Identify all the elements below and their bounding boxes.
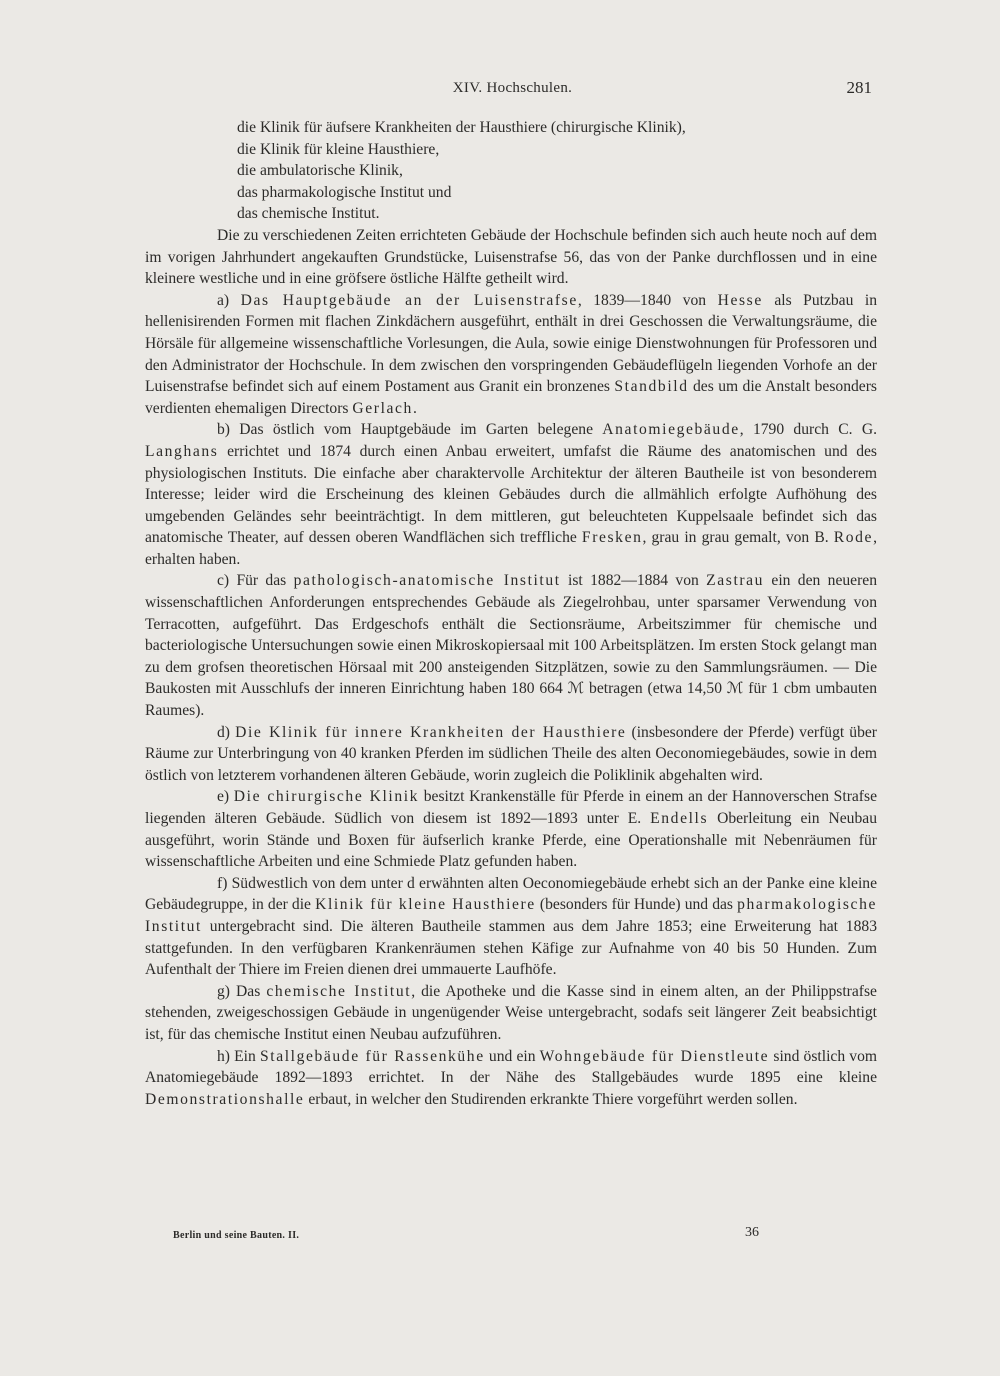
spaced-emphasis: Das Hauptgebäude an der Luisenstrafse: [240, 291, 578, 309]
text-run: (besonders für Hunde) und das: [535, 896, 738, 914]
spaced-emphasis: Klinik für kleine Hausthiere: [315, 896, 536, 914]
paragraph: [145, 419, 877, 570]
text-run: c) Für das: [217, 572, 294, 590]
text-run: b) Das östlich vom Hauptgebäude im Garten belegene: [217, 421, 603, 439]
spaced-emphasis: Langhans: [145, 442, 219, 460]
text-run: ist 1882—1884 von: [560, 572, 707, 590]
text-run: errichtet und 1874 durch einen Anbau erweitert, umfafst die Räume des anatomischen und des physiologischen Instituts. Die einfache aber charaktervolle Architektur der älteren Bautheile ist von besonderem Interesse; leider wird die Erscheinung des kleinen Gebäudes durch die allmählich erfolgte Aufhöhung des umgebenden Geländes sehr beeinträchtigt. In dem mittleren, gut beleuchteten Kuppelsaale befindet sich das anatomische Theater, auf dessen oberen Wandflächen sich treffliche: [145, 442, 877, 547]
text-run: untergebracht sind. Die älteren Bautheile stammen aus dem Jahre 1853; eine Erweiterung hat 1883 stattgefunden. In den verfügbaren Krankenräumen stehen Käfige zur Aufnahme von 40 bis 50 Hunden. Zum Aufenthalt der Thiere im Freien dienen drei ummauerte Laufhöfe.: [145, 917, 877, 979]
page-number: 281: [846, 78, 872, 97]
text-run: e): [217, 788, 234, 806]
spaced-emphasis: pharmakologische Institut: [145, 896, 877, 935]
spaced-emphasis: Gerlach: [352, 399, 413, 417]
text-run: Oberleitung ein Neubau ausgeführt, worin Stände und Boxen für äufserlich kranke Pferde, eine Operationshalle mit Nebenräumen für wissenschaftliche Arbeiten und eine Schmiede Platz gefunden haben.: [145, 810, 877, 871]
text-run: als Putzbau in hellenisirenden Formen mit flachen Zinkdächern ausgeführt, enthält in drei Geschossen die Verwaltungsräume, die Hörsäle für allgemeine wissenschaftliche Vorlesungen, die Aula, sowie einige Dienstwohnungen für Professoren und den Administrator der Hochschule. In dem zwischen den vorspringenden Gebäudeflügeln liegenden Vorhofe an der Luisenstrafse befindet sich auf einem Postament aus Granit ein bronzenes: [145, 291, 878, 396]
spaced-emphasis: Fresken: [581, 529, 643, 547]
spaced-emphasis: Endells: [650, 810, 709, 827]
paragraph: [145, 225, 877, 290]
text-run: Die zu verschiedenen Zeiten errichteten Gebäude der Hochschule befinden sich auch heute noch auf dem im vorigen Jahrhundert angekauften Grundstücke, Luisenstrafse 56, das von der Panke durchflossen und in eine kleinere westliche und in eine gröfsere östliche Hälfte getheilt wird.: [145, 226, 877, 288]
text-run: , die Apotheke und die Kasse sind in einem alten, an der Philippstrafse stehenden, zweigeschossigen Gebäude in ungenügender Weise untergebracht, sodafs seit längerer Zeit beabsichtigt ist, für das chemische Institut einen Neubau aufzuführen.: [145, 982, 877, 1043]
text-run: g) Das: [217, 982, 267, 1000]
spaced-emphasis: chemische Institut: [266, 982, 412, 1000]
text-run: und ein: [484, 1047, 540, 1065]
text-run: , 1790 durch C. G.: [739, 421, 877, 439]
footer-book-title: Berlin und seine Bauten. II.: [173, 1230, 300, 1241]
text-run: .: [412, 399, 417, 417]
spaced-emphasis: Standbild: [614, 378, 689, 396]
spaced-emphasis: Anatomiegebäude: [602, 421, 740, 439]
institution-list: [237, 117, 877, 225]
text-run: , erhalten haben.: [145, 529, 877, 568]
spaced-emphasis: Zastrau: [706, 572, 765, 590]
running-title: XIV. Hochschulen.: [452, 80, 573, 96]
text-run: ein den neueren wissenschaftlichen Anforderungen entsprechendes Gebäude als Ziegelrohbau, unter sparsamer Verwendung von Terracotten, aufgeführt. Das Erdgeschofs enthält die Sectionsräume, Arbeitszimmer für chemische und bacteriologische Untersuchungen sowie einen Mikroskopiersaal mit 100 Arbeitsplätzen. Im ersten Stock gelangt man zu dem grofsen theoretischen Hörsaal mit 200 ansteigenden Sitzplätzen, sowie zu den Sammlungsräumen. — Die Baukosten mit Ausschlufs der inneren Einrichtung haben 180 664 ℳ betragen (etwa 14,50 ℳ für 1 cbm umbauten Raumes).: [145, 572, 877, 720]
paragraph: [145, 1046, 877, 1111]
signature-mark: 36: [745, 1225, 759, 1240]
list-item: die ambulatorische Klinik,: [237, 162, 403, 180]
text-run: , 1839—1840 von: [577, 291, 718, 309]
spaced-emphasis: Die chirurgische Klinik: [233, 788, 420, 806]
list-item: das chemische Institut.: [237, 205, 380, 223]
text-run: des um die Anstalt besonders verdienten ehemaligen Directors: [145, 378, 877, 417]
paragraph: [145, 290, 877, 420]
spaced-emphasis: Stallgebäude für Rassenkühe: [259, 1047, 485, 1065]
text-run: (insbesondere der Pferde) verfügt über Räume zur Unterbringung von 40 kranken Pferden im südlichen Theile des alten Oeconomiegebäudes, sowie in dem östlich von letzterem vorhandenen älteren Gebäude, worin zugleich die Poliklinik abgehalten wird.: [145, 723, 878, 784]
list-item: die Klinik für kleine Hausthiere,: [237, 140, 440, 158]
spaced-emphasis: Rode: [833, 529, 874, 547]
spaced-emphasis: Wohngebäude für Dienstleute: [539, 1047, 770, 1065]
body-text: [145, 117, 877, 1110]
text-run: erbaut, in welcher den Studirenden erkrankte Thiere vorgeführt werden sollen.: [304, 1090, 798, 1108]
paragraph: [145, 981, 877, 1046]
spaced-emphasis: Die Klinik für innere Krankheiten der Hausthiere: [235, 723, 627, 741]
spaced-emphasis: Demonstrationshalle: [145, 1090, 305, 1108]
text-run: h) Ein: [217, 1047, 260, 1065]
text-run: d): [217, 723, 236, 741]
list-item: das pharmakologische Institut und: [237, 183, 452, 201]
text-run: a): [217, 291, 241, 309]
list-item: die Klinik für äufsere Krankheiten der Hausthiere (chirurgische Klinik),: [237, 119, 686, 136]
paragraph: [145, 570, 877, 721]
paragraph: [145, 873, 877, 981]
paragraph: [145, 786, 877, 872]
text-run: , grau in grau gemalt, von B.: [642, 529, 834, 547]
text-run: f) Südwestlich von dem unter d erwähnten alten Oeconomiegebäude erhebt sich an der Panke eine kleine Gebäudegruppe, in der die: [145, 874, 877, 914]
paragraphs: [145, 225, 877, 1110]
paragraph: [145, 722, 877, 787]
text-run: sind östlich vom Anatomiegebäude 1892—1893 errichtet. In der Nähe des Stallgebäudes wurde 1895 eine kleine: [145, 1047, 878, 1087]
spaced-emphasis: pathologisch-anatomische Institut: [293, 572, 561, 590]
text-run: besitzt Krankenställe für Pferde in einem an der Hannoverschen Strafse liegenden älteren Gebäude. Südlich von diesem ist 1892—1893 unter E.: [145, 788, 877, 827]
spaced-emphasis: Hesse: [717, 291, 763, 309]
